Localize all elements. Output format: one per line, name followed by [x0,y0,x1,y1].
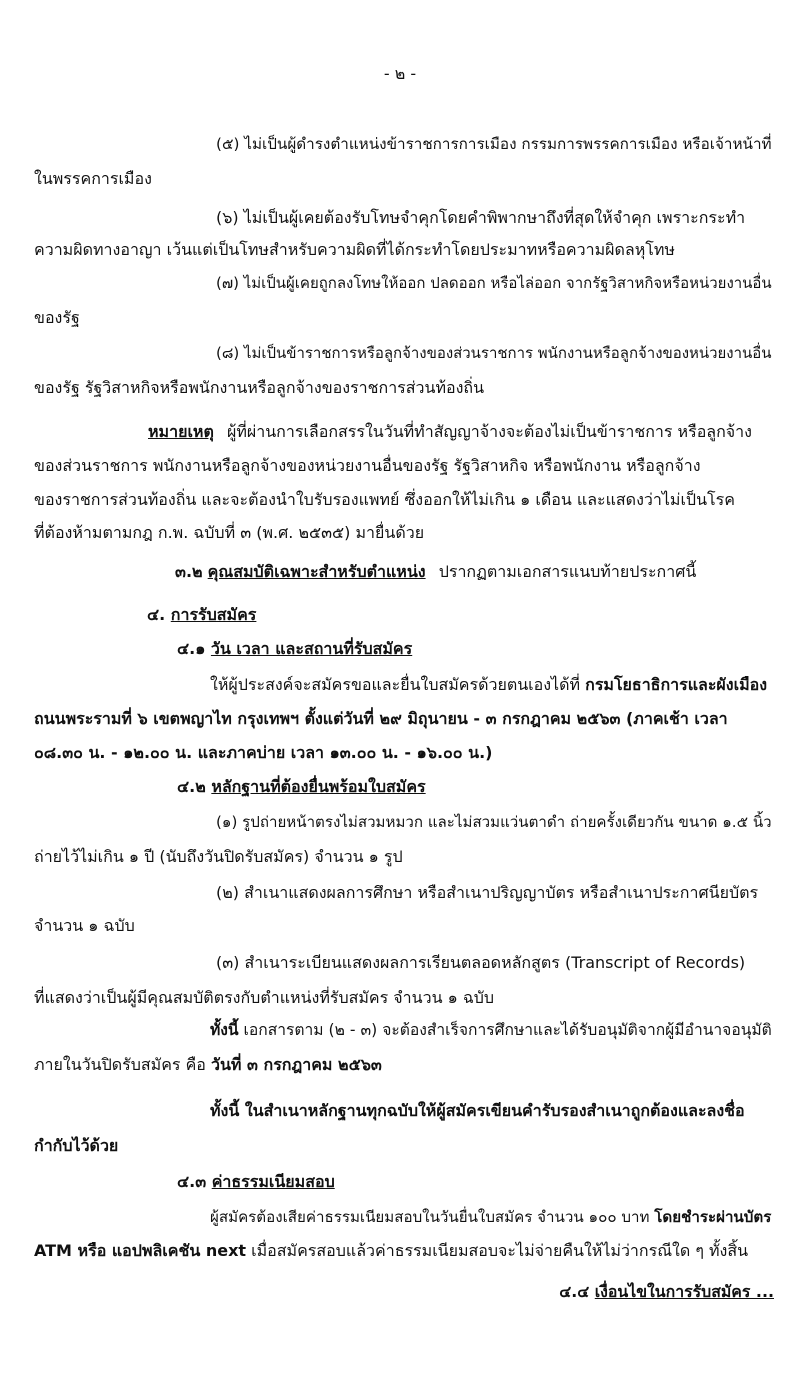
section-4-2-title: หลักฐานที่ต้องยื่นพร้อมใบสมัคร [211,777,426,796]
document-2-line2: จำนวน ๑ ฉบับ [34,916,135,935]
section-3-2-number: ๓.๒ [175,562,203,581]
continuation-heading [559,1284,774,1300]
section-4-1-line3: ๐๘.๓๐ น. - ๑๒.๐๐ น. และภาคบ่าย เวลา ๑๓.๐๐ น. - ๑๖.๐๐ น.) [34,743,493,762]
section-4-number: ๔. [147,605,166,624]
section-4-3-line2 [34,1243,748,1259]
document-3-line2: ที่แสดงว่าเป็นผู้มีคุณสมบัติตรงกับตำแหน่งที่รับสมัคร จำนวน ๑ ฉบับ [34,988,495,1007]
note-line1 [148,424,752,440]
remark-1-line2 [34,1057,382,1073]
remark-1-label: ทั้งนี้ [210,1021,239,1039]
fee-text: ผู้สมัครต้องเสียค่าธรรมเนียมสอบในวันยื่นใบสมัคร จำนวน ๑๐๐ บาท [210,1208,655,1226]
section-4-title: การรับสมัคร [170,605,257,624]
section-3-2 [175,564,696,580]
remark-1-text: เอกสารตาม (๒ - ๓) จะต้องสำเร็จการศึกษาและได้รับอนุมัติจากผู้มีอำนาจอนุมัติ [238,1021,772,1039]
section-3-2-text: ปรากฏตามเอกสารแนบท้ายประกาศนี้ [438,562,697,581]
document-3-line1: (๓) สำเนาระเบียนแสดงผลการเรียนตลอดหลักสูตร (Transcript of Records) [216,953,746,972]
remark-2-line2: กำกับไว้ด้วย [34,1136,119,1155]
remark-2-line1: ทั้งนี้ ในสำเนาหลักฐานทุกฉบับให้ผู้สมัครเขียนคำรับรองสำเนาถูกต้องและลงชื่อ [210,1101,745,1120]
section-4-3-number: ๔.๓ [177,1172,207,1191]
section-4-1-title: วัน เวลา และสถานที่รับสมัคร [210,639,413,658]
qualification-7-line1: (๗) ไม่เป็นผู้เคยถูกลงโทษให้ออก ปลดออก หรือไล่ออก จากรัฐวิสาหกิจหรือหน่วยงานอื่น [216,274,772,292]
section-4-1-line1 [210,677,767,693]
document-2-line1: (๒) สำเนาแสดงผลการศึกษา หรือสำเนาปริญญาบัตร หรือสำเนาประกาศนียบัตร [216,883,759,902]
document-1-line1: (๑) รูปถ่ายหน้าตรงไม่สวมหมวก และไม่สวมแว่นตาดำ ถ่ายครั้งเดียวกัน ขนาด ๑.๕ นิ้ว [216,813,772,831]
department-name: กรมโยธาธิการและผังเมือง [585,675,768,694]
section-4-1-heading [177,641,412,657]
qualification-8-line1: (๘) ไม่เป็นข้าราชการหรือลูกจ้างของส่วนราชการ พนักงานหรือลูกจ้างของหน่วยงานอื่น [216,344,772,362]
note-line4: ที่ต้องห้ามตามกฎ ก.พ. ฉบับที่ ๓ (พ.ศ. ๒๕๓๕) มายื่นด้วย [34,523,425,542]
continuation-title: เงื่อนไขในการรับสมัคร ... [594,1282,774,1301]
section-4-2-number: ๔.๒ [177,777,206,796]
note-line3: ของราชการส่วนท้องถิ่น และจะต้องนำใบรับรองแพทย์ ซึ่งออกให้ไม่เกิน ๑ เดือน และแสดงว่าไม่เป็นโรค [34,490,735,509]
qualification-6-line1: (๖) ไม่เป็นผู้เคยต้องรับโทษจำคุกโดยคำพิพากษาถึงที่สุดให้จำคุก เพราะกระทำ [216,208,746,227]
qualification-6-line2: ความผิดทางอาญา เว้นแต่เป็นโทษสำหรับความผิดที่ได้กระทำโดยประมาทหรือความผิดลหุโทษ [34,240,675,259]
section-4-2-heading [177,779,426,795]
closing-date: วันที่ ๓ กรกฎาคม ๒๕๖๓ [210,1055,382,1074]
qualification-8-line2: ของรัฐ รัฐวิสาหกิจหรือพนักงานหรือลูกจ้างของราชการส่วนท้องถิ่น [34,378,485,397]
section-4-1-line2: ถนนพระรามที่ ๖ เขตพญาไท กรุงเทพฯ ตั้งแต่วันที่ ๒๙ มิถุนายน - ๓ กรกฎาคม ๒๕๖๓ (ภาคเช้า เวลา [34,709,728,728]
payment-channel: ATM หรือ แอปพลิเคชัน next [34,1241,247,1260]
remark-1-line1 [210,1023,772,1039]
qualification-5-line1: (๕) ไม่เป็นผู้ดำรงตำแหน่งข้าราชการการเมือง กรรมการพรรคการเมือง หรือเจ้าหน้าที่ [216,135,772,153]
page-number: - ๒ - [383,64,417,83]
qualification-5-line2: ในพรรคการเมือง [34,169,152,188]
section-4-3-heading [177,1174,335,1190]
section-4-3-title: ค่าธรรมเนียมสอบ [211,1172,335,1191]
section-4-3-line1 [210,1210,771,1225]
section-4-1-number: ๔.๑ [177,639,206,658]
section-4-heading [147,607,256,623]
document-1-line2: ถ่ายไว้ไม่เกิน ๑ ปี (นับถึงวันปิดรับสมัคร) จำนวน ๑ รูป [34,847,403,866]
refund-policy: เมื่อสมัครสอบแล้วค่าธรรมเนียมสอบจะไม่จ่ายคืนให้ไม่ว่ากรณีใด ๆ ทั้งสิ้น [246,1241,749,1260]
section-3-2-title: คุณสมบัติเฉพาะสำหรับตำแหน่ง [207,562,426,581]
continuation-number: ๔.๔ [559,1282,590,1301]
note-label: หมายเหตุ [148,422,214,441]
note-line2: ของส่วนราชการ พนักงานหรือลูกจ้างของหน่วยงานอื่นของรัฐ รัฐวิสาหกิจ หรือพนักงาน หรือลูกจ้าง [34,456,701,475]
note-text: ผู้ที่ผ่านการเลือกสรรในวันที่ทำสัญญาจ้างจะต้องไม่เป็นข้าราชการ หรือลูกจ้าง [226,422,752,441]
section-4-1-line1-text: ให้ผู้ประสงค์จะสมัครขอและยื่นใบสมัครด้วยตนเองได้ที่ [210,675,586,694]
qualification-7-line2: ของรัฐ [34,308,80,327]
remark-1-line2-text: ภายในวันปิดรับสมัคร คือ [34,1055,211,1074]
payment-method: โดยชำระผ่านบัตร [654,1208,772,1226]
